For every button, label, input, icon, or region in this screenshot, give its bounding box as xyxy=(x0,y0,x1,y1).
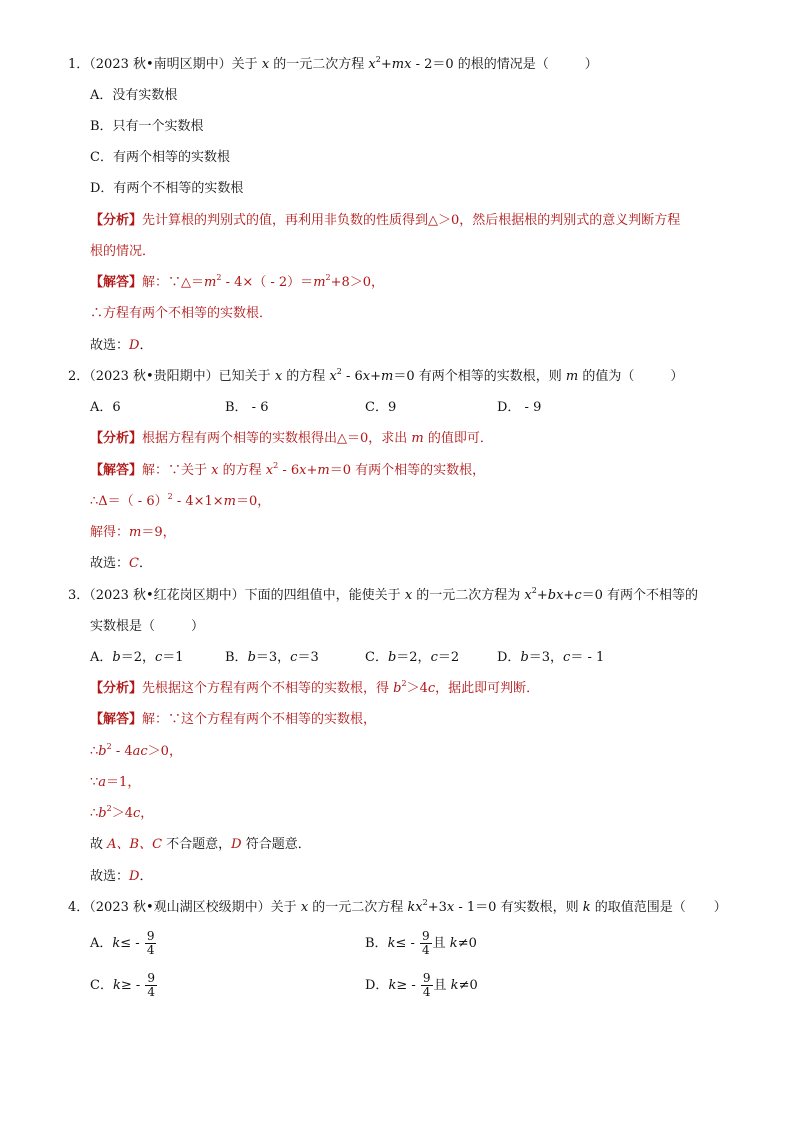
fraction: $\frac{9}{4}$ xyxy=(422,929,430,957)
option-a: A．6 xyxy=(90,400,121,415)
option-c: C．有两个相等的实数根 xyxy=(90,150,230,165)
option-d: D．有两个不相等的实数根 xyxy=(90,181,244,196)
answer-line: 解得：m＝9， xyxy=(90,525,176,540)
question-3-stem: 3．（2023 秋•红花岗区期中）下面的四组值中，能使关于 x 的一元二次方程为 $x^2+bx+c=0$ 有两个不相等的 xyxy=(68,586,699,603)
analysis-line: 【分析】先计算根的判别式的值，再利用非负数的性质得到△＞0，然后根据根的判别式的意义判断方程 xyxy=(90,213,681,228)
option-d: D．b＝3，c＝ - 1 xyxy=(497,650,605,665)
answer-tag: 【解答】 xyxy=(90,463,143,478)
answer-line: 【解答】解：∵这个方程有两个不相等的实数根， xyxy=(90,712,377,727)
choice-line: 故选：D． xyxy=(90,338,153,353)
option-b: B． - 6 xyxy=(225,400,269,415)
answer-line: ∴方程有两个不相等的实数根． xyxy=(90,306,273,321)
option-a: A．没有实数根 xyxy=(90,88,178,103)
option-b: B．只有一个实数根 xyxy=(90,119,204,134)
answer-tag: 【解答】 xyxy=(90,275,143,290)
analysis-line: 根的情况． xyxy=(90,244,156,259)
analysis-line: 【分析】根据方程有两个相等的实数根得出△＝0，求出 m 的值即可． xyxy=(90,431,493,446)
answer-line: $\therefore b^2>4c$， xyxy=(90,804,154,821)
answer-line: 【解答】解：∵关于 x 的方程 $x^2 - 6x+m=0$ 有两个相等的实数根， xyxy=(90,461,486,478)
question-number: 4． xyxy=(68,900,90,915)
answer-line: ∵a＝1， xyxy=(90,775,141,790)
option-b: B．k≤ - $\frac{9}{4}$ 且 k≠0 xyxy=(365,929,477,957)
correct-choice: D xyxy=(129,338,140,353)
question-2-stem: 2．（2023 秋•贵阳期中）已知关于 x 的方程 $x^2 - 6x+m=0$ 有两个相等的实数根，则 m 的值为（ ） xyxy=(68,367,684,384)
answer-line: $\therefore b^2 - 4ac>0$， xyxy=(90,742,182,759)
question-source: （2023 秋•红花岗区期中） xyxy=(89,588,245,603)
correct-choice: D xyxy=(129,869,140,884)
question-number: 1． xyxy=(68,57,90,72)
question-source: （2023 秋•观山湖区校级期中） xyxy=(89,900,271,915)
option-d: D． - 9 xyxy=(497,400,542,415)
fraction: $\frac{9}{4}$ xyxy=(147,971,156,999)
option-c: C．9 xyxy=(365,400,397,415)
question-number: 2． xyxy=(68,369,90,384)
answer-tag: 【解答】 xyxy=(90,712,143,727)
correct-choice: C xyxy=(129,556,139,571)
analysis-tag: 【分析】 xyxy=(90,681,143,696)
answer-line: ∴Δ＝（ - 6）$^2$ - 4×1×m＝0， xyxy=(90,492,271,509)
option-d: D．k≥ - $\frac{9}{4}$ 且 k≠0 xyxy=(365,971,478,999)
question-number: 3． xyxy=(68,588,90,603)
option-c: C．b＝2，c＝2 xyxy=(365,650,460,665)
option-a: A．b＝2，c＝1 xyxy=(90,650,184,665)
question-3-stem-cont: 实数根是（ ） xyxy=(90,619,205,634)
fraction: $\frac{9}{4}$ xyxy=(146,929,155,957)
option-a: A．k≤ - $\frac{9}{4}$ xyxy=(90,929,155,957)
answer-line: 【解答】解：$\because\triangle=m^2 - 4\times( - 2)=m^2+8>0$， xyxy=(90,273,385,290)
question-4-stem: 4．（2023 秋•观山湖区校级期中）关于 x 的一元二次方程 $kx^2+3x - 1=0$ 有实数根，则 k 的取值范围是（ ） xyxy=(68,898,727,915)
option-b: B．b＝3，c＝3 xyxy=(225,650,319,665)
analysis-tag: 【分析】 xyxy=(90,431,143,446)
option-c: C．k≥ - $\frac{9}{4}$ xyxy=(90,971,156,999)
fraction: $\frac{9}{4}$ xyxy=(422,971,431,999)
answer-line: 故 A、B、C 不合题意，D 符合题意． xyxy=(90,837,311,852)
analysis-tag: 【分析】 xyxy=(90,213,143,228)
question-source: （2023 秋•贵阳期中） xyxy=(89,369,219,384)
analysis-line: 【分析】先根据这个方程有两个不相等的实数根，得 $b^2>4c$，据此即可判断． xyxy=(90,679,540,696)
question-source: （2023 秋•南明区期中） xyxy=(89,57,232,72)
question-1-stem: 1．（2023 秋•南明区期中）关于 x 的一元二次方程 $x^2+mx - 2=0$ 的根的情况是（ ） xyxy=(68,55,598,72)
choice-line: 故选：D． xyxy=(90,869,153,884)
choice-line: 故选：C． xyxy=(90,556,152,571)
